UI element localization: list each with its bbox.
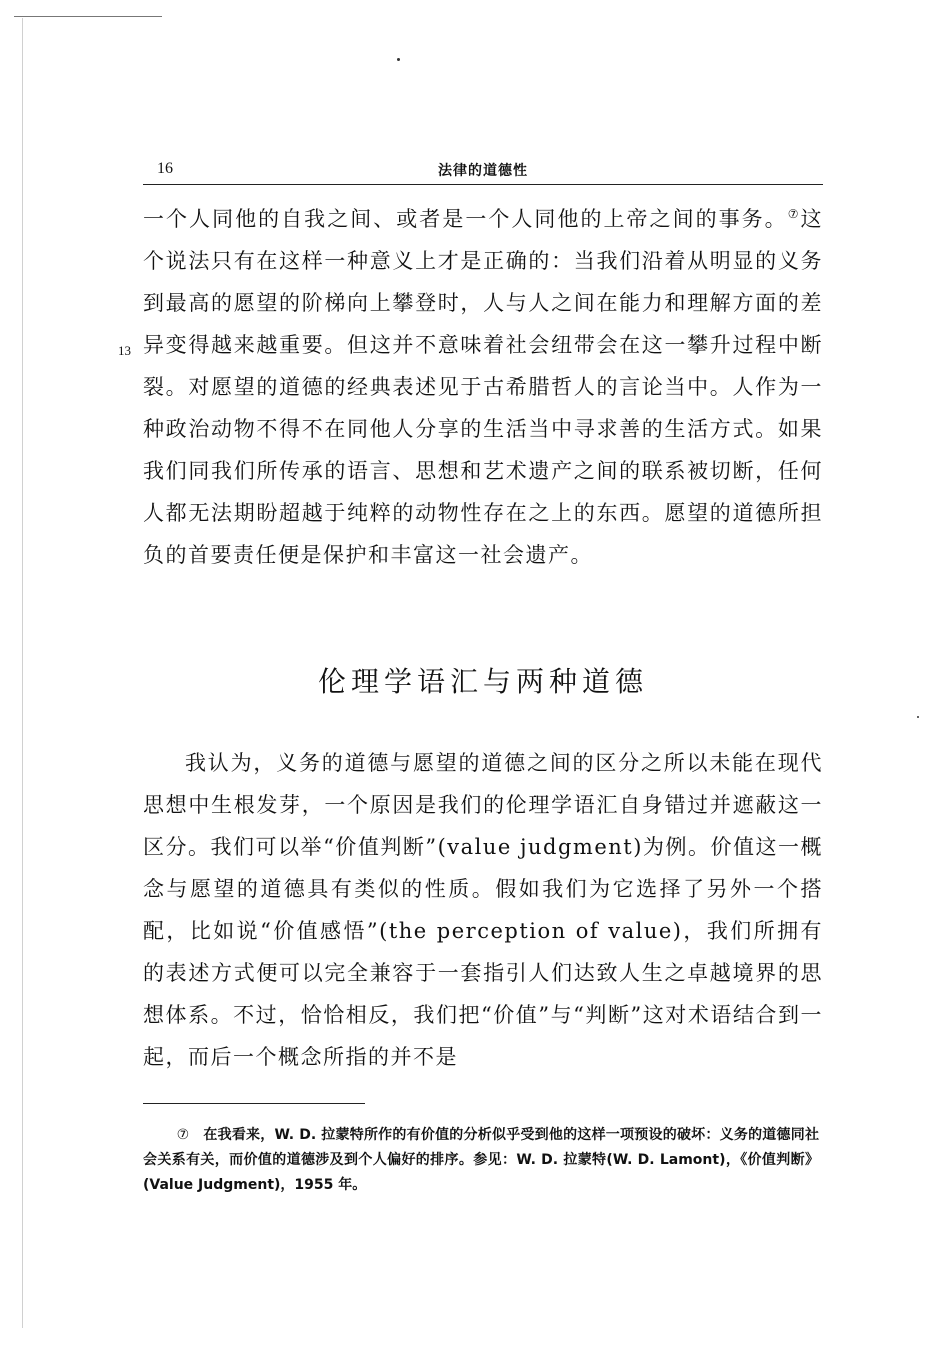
footnote-number: ⑦ [176,1127,190,1143]
page-number: 16 [157,160,173,177]
scan-edge-line [14,16,162,17]
page-header [143,156,823,185]
paragraph-text: 一个人同他的自我之间、或者是一个人同他的上帝之间的事务。 [143,207,788,231]
footnote-divider [143,1103,365,1104]
margin-page-number: 13 [118,343,131,358]
paragraph-text: 这个说法只有在这样一种意义上才是正确的：当我们沿着从明显的义务到最高的愿望的阶梯向上攀登时，人与人之间在能力和理解方面的差异变得越来越重要。但这并不意味着社会纽带会在这一攀升过程中断裂。对愿望的道德的经典表述见于古希腊哲人的言论当中。人作为一种政治动物不得不在同他人分享的生活当中寻求善的生活方式。如果我们同我们所传承的语言、思想和艺术遗产之间的联系被切断，任何人都无法期盼超越于纯粹的动物性存在之上的东西。愿望的道德所担负的首要责任便是保护和丰富这一社会遗产。 [143,207,824,567]
running-title: 法律的道德性 [438,163,528,179]
paragraph-continued [143,198,823,576]
scan-speck [397,58,400,61]
section-heading: 伦理学语汇与两种道德 [317,665,648,698]
footnote [143,1123,819,1198]
paragraph: 我认为，义务的道德与愿望的道德之间的区分之所以未能在现代思想中生根发芽，一个原因是我们的伦理学语汇自身错过并遮蔽这一区分。我们可以举“价值判断”(value judgment)为例。价值这一概念与愿望的道德具有类似的性质。假如我们为它选择了另外一个搭配，比如说“价值感悟”(the perception of value)，我们所拥有的表述方式便可以完全兼容于一套指引人们达致人生之卓越境界的思想体系。不过，恰恰相反，我们把“价值”与“判断”这对术语结合到一起，而后一个概念所指的并不是 [143,751,823,1069]
scan-margin-line [22,18,23,1328]
footnote-reference: ⑦ [787,207,801,221]
footnote-text: 在我看来，W. D. 拉蒙特所作的有价值的分析似乎受到他的这样一项预设的破坏：义务的道德同社会关系有关，而价值的道德涉及到个人偏好的排序。参见：W. D. 拉蒙特(W. D. Lamont)，《价值判断》(Value Judgment)，1955 年。 [143,1127,819,1193]
scan-speck [917,716,919,718]
